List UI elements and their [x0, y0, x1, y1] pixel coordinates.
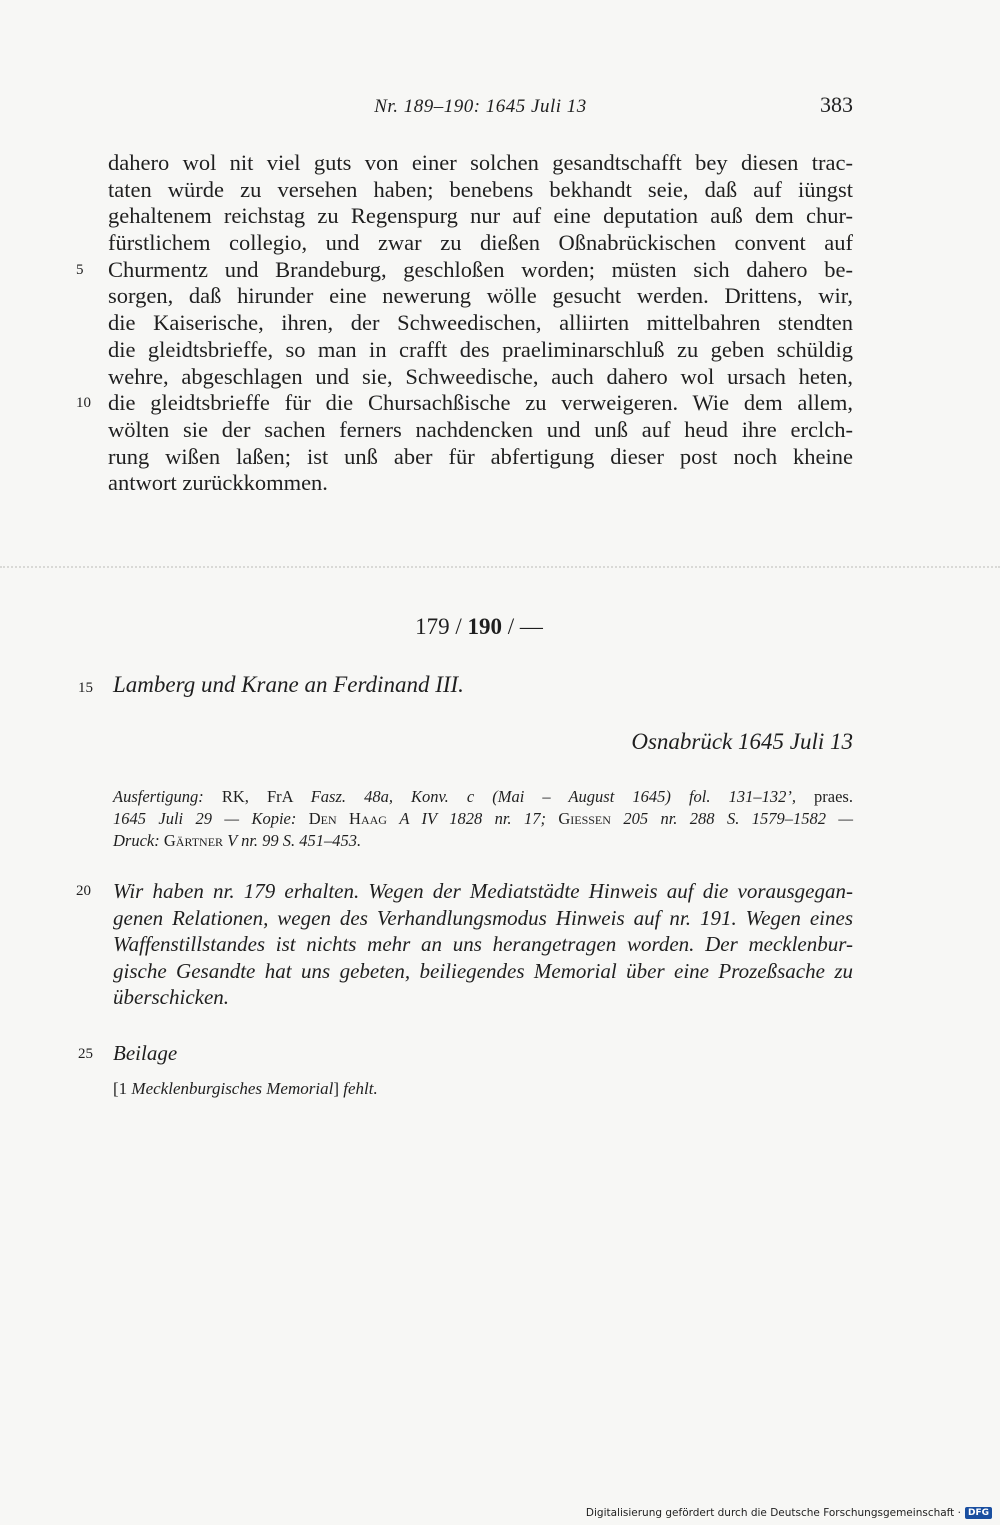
source-line [113, 786, 853, 808]
text-line [108, 337, 853, 364]
text-line [108, 230, 853, 257]
line-number: 15 [78, 680, 93, 696]
archive-ref: RK, FrA [203, 787, 311, 806]
line-number: 5 [76, 261, 84, 278]
scan-artifact-divider [0, 566, 1000, 568]
text-line [108, 283, 853, 310]
line-text: antwort zurückkommen. [108, 470, 328, 496]
page-number: 383 [820, 92, 853, 117]
line-text: sorgen, daß hirunder eine newerung wölle gesucht werden. Drittens, wir, [108, 283, 853, 309]
dfg-logo-icon: DFG [965, 1507, 992, 1519]
page-header [108, 92, 853, 126]
line-text: gehaltenem reichstag zu Regenspurg nur auf eine deputation auß dem chur- [108, 203, 853, 229]
document-number: 179 / 190 / — [415, 614, 543, 639]
running-head: Nr. 189–190: 1645 Juli 13 [374, 96, 587, 117]
text-line [108, 444, 853, 471]
place-date: Osnabrück 1645 Juli 13 [631, 729, 853, 754]
footer-credit [586, 1507, 992, 1519]
body-text [76, 150, 853, 497]
regest-line [113, 958, 853, 985]
line-text: die gleidtsbrieffe für die Chursachßische zu verweigeren. Wie dem allem, [108, 390, 853, 416]
line-text: wehre, abgeschlagen und sie, Schweedische, auch dahero wol ursach heten, [108, 363, 853, 389]
footer-text: Digitalisierung gefördert durch die Deutsche Forschungsgemeinschaft · [585, 1507, 961, 1519]
line-text: Waffenstillstandes ist nichts mehr an uns herangetragen worden. Der mecklenbur- [113, 932, 853, 956]
regest-line [76, 878, 853, 905]
print-label: Druck: [113, 831, 160, 850]
regest-line [113, 905, 853, 932]
text-line [108, 364, 853, 391]
text-line [108, 310, 853, 337]
archive-ref: Giessen [545, 809, 624, 828]
line-text: die Kaiserische, ihren, der Schweedischen, alliirten mittelbahren stendten [108, 310, 853, 336]
source-label: Ausfertigung: [113, 787, 204, 806]
copy-label: 1645 Juli 29 — Kopie: [113, 809, 297, 828]
text-line [76, 256, 853, 284]
beilage-item-status: fehlt. [343, 1079, 378, 1098]
line-text: überschicken. [113, 985, 230, 1009]
line-text: fürstlichem collegio, und zwar zu dießen Oßnabrückischen convent auf [108, 230, 853, 256]
regest-line [113, 984, 853, 1011]
line-text: dahero wol nit viel guts von einer solchen gesandtschafft bey diesen trac- [108, 150, 853, 175]
line-text: wölten sie der sachen ferners nachdencken und unß auf heud ihre erclch- [108, 416, 853, 442]
line-number: 25 [78, 1046, 93, 1062]
beilage-heading: Beilage [113, 1041, 178, 1065]
line-text: taten würde zu versehen haben; benebens bekhandt seie, daß auf iüngst [108, 176, 853, 202]
archive-detail: 205 nr. 288 S. 1579–1582 — [623, 809, 854, 828]
text-line [108, 177, 853, 204]
source-note [113, 786, 853, 852]
print-ref: Gärtner [159, 831, 228, 850]
line-text: rung wißen laßen; ist unß aber für abfertigung dieser post noch kheine [108, 443, 853, 469]
bracket: [1 [113, 1079, 132, 1098]
source-line [113, 808, 853, 830]
text-line [108, 470, 853, 497]
document-number-next: — [519, 614, 543, 639]
line-text: Churmentz und Brandeburg, geschloßen worden; müsten sich dahero be- [108, 256, 853, 282]
beilage-item-name: Mecklenburgisches Memorial [131, 1079, 334, 1098]
document-number-previous: 179 [415, 614, 450, 639]
praes-note: praes. [795, 787, 853, 806]
text-line [108, 203, 853, 230]
line-number: 20 [76, 883, 91, 899]
line-text: die gleidtsbrieffe, so man in crafft des praeliminarschluß zu geben schüldig [108, 336, 853, 362]
print-detail: V nr. 99 S. 451–453. [227, 831, 362, 850]
line-text: genen Relationen, wegen des Verhandlungsmodus Hinweis auf nr. 191. Wegen eines [113, 905, 853, 930]
regest [76, 878, 853, 1011]
archive-ref: Den Haag [296, 809, 400, 828]
text-line [108, 150, 853, 177]
beilage-item [113, 1079, 378, 1099]
source-line [113, 830, 853, 852]
bracket: ] [333, 1079, 344, 1098]
document-title: Lamberg und Krane an Ferdinand III. [113, 672, 464, 697]
line-text: gische Gesandte hat uns gebeten, beiliegendes Memorial über eine Prozeßsache zu [113, 958, 853, 983]
document-number-current: 190 [467, 614, 502, 639]
text-line [76, 390, 853, 417]
line-text: Wir haben nr. 179 erhalten. Wegen der Mediatstädte Hinweis auf die vorausgegan- [113, 879, 853, 903]
text-line [108, 417, 853, 444]
archive-detail: A IV 1828 nr. 17; [399, 809, 546, 828]
regest-line [113, 931, 853, 958]
archive-detail: Fasz. 48a, Konv. c (Mai – August 1645) fol. 131–132’, [310, 787, 796, 806]
line-number: 10 [76, 395, 91, 412]
